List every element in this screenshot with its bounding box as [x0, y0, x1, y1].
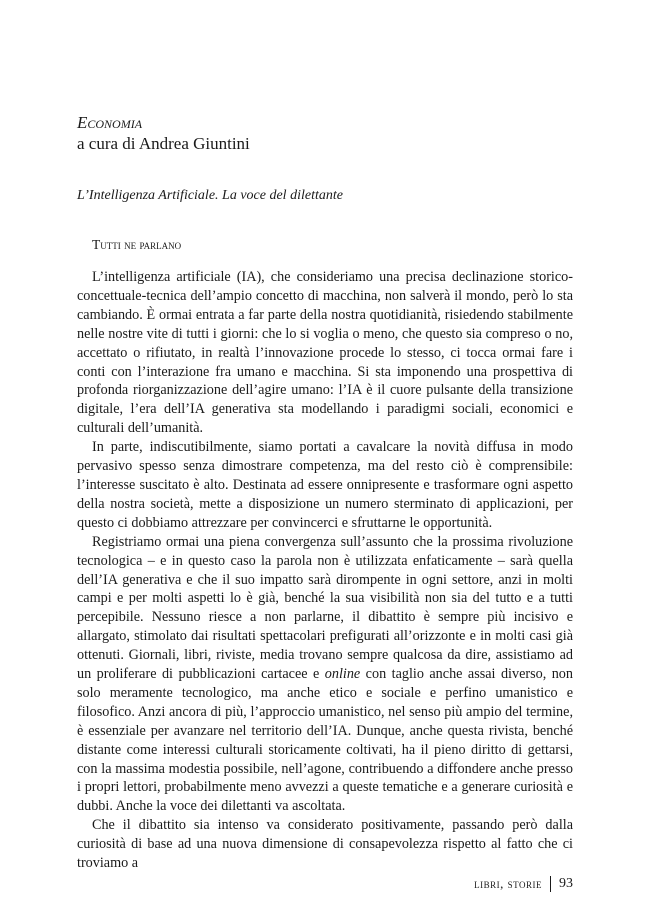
paragraph — [77, 533, 573, 817]
paragraph-text: Registriamo ormai una piena convergenza sull’assunto che la prossima rivoluzione tecnologica – e in questo caso la parola non è utilizzata enfaticamente – sarà quella dell’IA generativa e che il suo impatto sarà dirompente in ogni settore, anzi in molti campi e per molti aspetti lo è già, benché la sua visibilità non sia del tutto e a tutti percepibile. Nessuno riesce a non parlarne, il dibattito è sempre più incisivo e allargato, stimolato dai risultati spettacolari prefigurati all’orizzonte e in molti casi già ottenuti. Giornali, libri, riviste, media trovano sempre qualcosa da dire, assistiamo ad un proliferare di pubblicazioni cartacee e — [77, 533, 573, 683]
running-footer-label: libri, storie — [474, 876, 542, 891]
article-body — [77, 268, 573, 873]
page-footer — [380, 876, 573, 892]
article-title: L’Intelligenza Artificiale. La voce del dilettante — [77, 188, 343, 203]
paragraph-text: con taglio anche assai diverso, non solo meramente tecnologico, ma anche etico e sociale e perfino umanistico e filosofico. Anzi ancora di più, l’approccio umanistico, nel senso più ampio del termine, è essenziale per avanzare nel territorio dell’IA. Dunque, anche questa rivista, benché distante come interessi culturali storicamente coltivati, ha il pieno diritto di gettarsi, con la massima modestia possibile, nell’agone, contribuendo a diffondere anche presso i propri lettori, probabilmente meno avvezzi a queste tematiche e a generare curiosità e dubbi. Anche la voce dei dilettanti va ascoltata. — [77, 666, 573, 815]
paragraph: Che il dibattito sia intenso va considerato positivamente, passando però dalla curiosità di base ad una nuova dimensione di consapevolezza rispetto al fatto che ci troviamo a — [77, 817, 573, 872]
emphasis-online: online — [324, 666, 361, 683]
section-title: Economia — [77, 113, 143, 132]
paragraph: In parte, indiscutibilmente, siamo portati a cavalcare la novità diffusa in modo pervasivo spesso senza dimostrare competenza, ma del resto ciò è comprensibile: l’interesse suscitato è alto. Destinata ad essere onnipresente e trasformare ogni aspetto della nostra società, mette a disposizione un numero sterminato di applicazioni, per questo ci dobbiamo attrezzare per convincerci e sfruttarne le opportunità. — [77, 439, 573, 531]
article-subheading: Tutti ne parlano — [92, 237, 182, 252]
footer-divider — [550, 876, 551, 892]
section-editor: a cura di Andrea Giuntini — [77, 134, 250, 153]
paragraph: L’intelligenza artificiale (IA), che consideriamo una precisa declinazione storico-concettuale-tecnica dell’ampio concetto di macchina, non salverà il mondo, però lo sta cambiando. È ormai entrata a far parte della nostra quotidianità, risiedendo stabilmente nelle nostre vite di tutti i giorni: che lo si voglia o meno, che questo sia compreso o no, accettato o rifiutato, in realtà l’innovazione procede lo stesso, ci tocca ormai fare i conti con l’interazione fra umano e macchina. Si sta imponendo una prospettiva di profonda riorganizzazione dell’agire umano: l’IA è il cuore pulsante della transizione digitale, l’era dell’IA generativa sta modellando i paradigmi sociali, economici e culturali dell’umanità. — [77, 269, 573, 437]
page-number: 93 — [559, 876, 573, 891]
section-header — [77, 112, 577, 154]
